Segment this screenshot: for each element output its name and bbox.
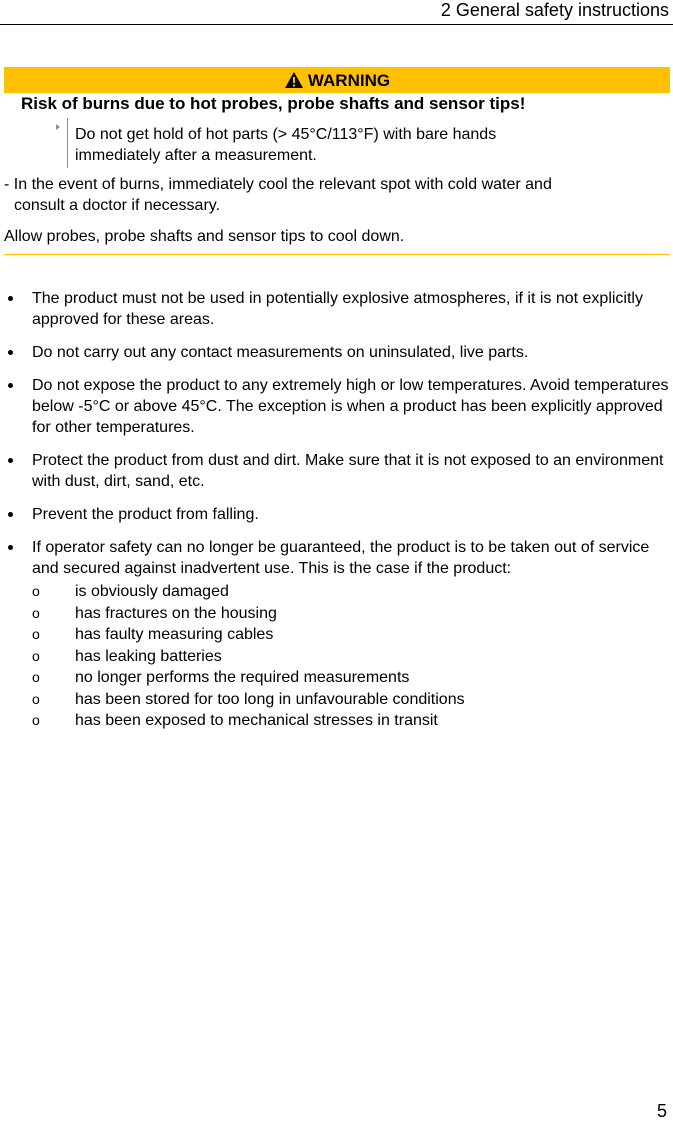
- sub-list-item: [32, 581, 673, 603]
- burn-advice-line: consult a doctor if necessary.: [14, 197, 221, 214]
- list-item-text: Protect the product from dust and dirt. Make sure that it is not exposed to an environment with dust, dirt, sand, etc.: [32, 452, 664, 490]
- sub-list-item-text: no longer performs the required measurements: [75, 669, 410, 686]
- list-item: [0, 375, 673, 438]
- bullet-icon: [8, 545, 13, 550]
- circle-bullet-icon: o: [32, 604, 40, 621]
- circle-bullet-icon: o: [32, 690, 40, 707]
- warning-instruction: [75, 124, 635, 166]
- list-item-text: Do not carry out any contact measurements on uninsulated, live parts.: [32, 344, 529, 361]
- page-header: [0, 0, 673, 25]
- list-item-text: The product must not be used in potentially explosive atmospheres, if it is not explicitly approved for these areas.: [32, 290, 643, 328]
- risk-title: Risk of burns due to hot probes, probe shafts and sensor tips!: [21, 94, 526, 113]
- sub-list-item-text: has been stored for too long in unfavourable conditions: [75, 690, 465, 708]
- instruction-line: immediately after a measurement.: [75, 147, 317, 164]
- circle-bullet-icon: o: [32, 669, 40, 685]
- section-title: 2 General safety instructions: [440, 0, 669, 20]
- list-item: [0, 537, 673, 732]
- bullet-icon: [8, 350, 13, 355]
- instruction-line: Do not get hold of hot parts (> 45°C/113°F) with bare hands: [75, 126, 497, 143]
- instruction-arrow-icon: [56, 124, 60, 130]
- warning-bar: [4, 67, 670, 93]
- circle-bullet-icon: o: [32, 626, 40, 642]
- list-item-text: If operator safety can no longer be guaranteed, the product is to be taken out of service and secured against inadvertent use. This is the case if the product:: [32, 539, 650, 577]
- sub-list-item: [32, 603, 673, 625]
- sub-list-item: [32, 689, 673, 711]
- sub-list-item-text: has been exposed to mechanical stresses in transit: [75, 712, 438, 729]
- sub-list-item: [32, 624, 673, 646]
- safety-list: [0, 288, 673, 744]
- page-number: 5: [656, 1101, 667, 1121]
- out-of-service-conditions: [32, 581, 673, 732]
- burn-advice-line: - In the event of burns, immediately cool the relevant spot with cold water and: [4, 176, 552, 193]
- circle-bullet-icon: o: [32, 647, 40, 664]
- bullet-icon: [8, 296, 13, 301]
- sub-list-item-text: has fractures on the housing: [75, 604, 277, 622]
- instruction-divider: [67, 118, 68, 168]
- list-item: [0, 450, 673, 492]
- sub-list-item-text: is obviously damaged: [75, 583, 229, 600]
- circle-bullet-icon: o: [32, 712, 40, 728]
- warning-triangle-icon: [284, 71, 304, 95]
- sub-list-item-text: has leaking batteries: [75, 647, 222, 665]
- warning-label: WARNING: [307, 71, 391, 90]
- list-item: [0, 504, 673, 525]
- list-item: [0, 288, 673, 330]
- circle-bullet-icon: o: [32, 583, 40, 599]
- bullet-icon: [8, 512, 13, 517]
- warning-end-rule: [4, 254, 670, 255]
- sub-list-item-text: has faulty measuring cables: [75, 626, 274, 643]
- warning-heading: [4, 70, 670, 92]
- burn-advice: [4, 174, 670, 216]
- sub-list-item: [32, 667, 673, 689]
- list-item-text: Prevent the product from falling.: [32, 506, 259, 523]
- list-item: [0, 342, 673, 363]
- list-item-text: Do not expose the product to any extremely high or low temperatures. Avoid temperatures below -5°C or above 45°C. The exception is when a product has been explicitly approved for other temperatures.: [32, 377, 669, 436]
- cool-down-advice: Allow probes, probe shafts and sensor tips to cool down.: [4, 228, 405, 245]
- sub-list-item: [32, 646, 673, 668]
- bullet-icon: [8, 383, 13, 388]
- bullet-icon: [8, 458, 13, 463]
- sub-list-item: [32, 710, 673, 732]
